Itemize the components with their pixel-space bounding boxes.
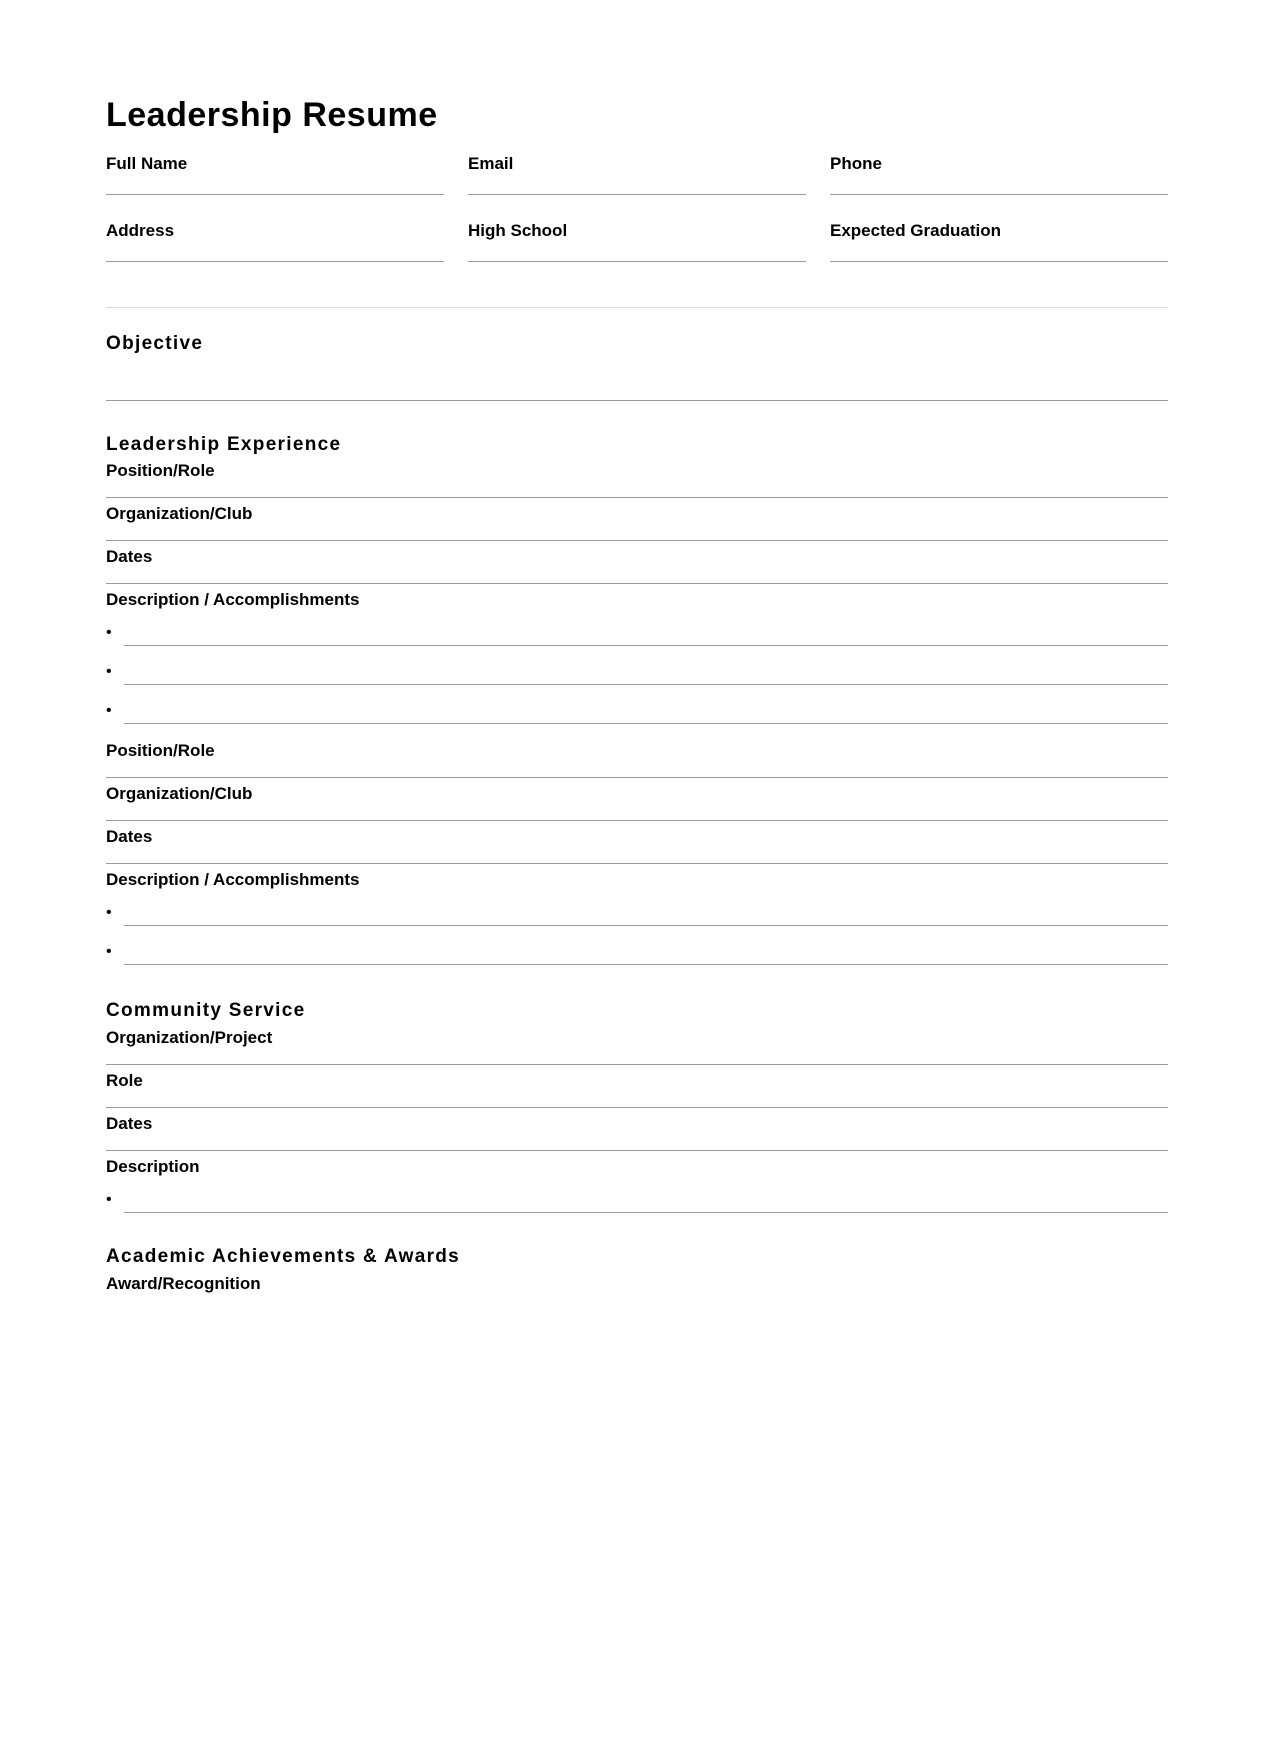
bullet-line[interactable] [124,662,1168,685]
phone-field[interactable] [830,154,1168,195]
bullet-item[interactable] [106,701,1168,725]
dates-input[interactable] [106,847,1168,861]
bullet-line[interactable] [124,1190,1168,1213]
community-description-label: Description [106,1157,200,1176]
objective-input[interactable] [106,384,1168,398]
high-school-field[interactable] [468,221,806,262]
bullet-item[interactable] [106,623,1168,647]
position-role-label: Position/Role [106,461,215,480]
expected-graduation-input[interactable] [830,245,1168,261]
organization-club-label: Organization/Club [106,504,253,523]
full-name-field[interactable] [106,154,444,195]
community-dates-field[interactable] [106,1114,1168,1151]
organization-club-label: Organization/Club [106,784,253,803]
page-title: Leadership Resume [106,96,438,134]
bullet-marker: • [106,1191,112,1208]
organization-club-input[interactable] [106,524,1168,538]
role-field[interactable] [106,1071,1168,1108]
expected-graduation-label: Expected Graduation [830,221,1001,240]
organization-project-field[interactable] [106,1028,1168,1065]
bullet-line[interactable] [124,903,1168,926]
address-field[interactable] [106,221,444,262]
phone-label: Phone [830,154,882,173]
organization-project-input[interactable] [106,1048,1168,1062]
bullet-item[interactable] [106,903,1168,927]
organization-club-input[interactable] [106,804,1168,818]
position-role-input[interactable] [106,761,1168,775]
header-divider [106,307,1168,308]
dates-label: Dates [106,827,153,846]
full-name-input[interactable] [106,178,444,194]
role-label: Role [106,1071,143,1090]
dates-label: Dates [106,547,153,566]
full-name-label: Full Name [106,154,188,173]
dates-input[interactable] [106,567,1168,581]
organization-club-field[interactable] [106,784,1168,821]
dates-field[interactable] [106,547,1168,584]
email-input[interactable] [468,178,806,194]
position-role-field[interactable] [106,461,1168,498]
email-field[interactable] [468,154,806,195]
position-role-label: Position/Role [106,741,215,760]
bullet-item[interactable] [106,662,1168,686]
award-recognition-label: Award/Recognition [106,1274,261,1293]
bullet-line[interactable] [124,623,1168,646]
phone-input[interactable] [830,178,1168,194]
description-label: Description / Accomplishments [106,590,360,609]
organization-project-label: Organization/Project [106,1028,273,1047]
leadership-experience-heading: Leadership Experience [106,434,342,455]
objective-heading: Objective [106,333,204,354]
bullet-item[interactable] [106,1190,1168,1214]
community-service-heading: Community Service [106,1000,306,1021]
address-label: Address [106,221,175,240]
community-dates-label: Dates [106,1114,153,1133]
bullet-line[interactable] [124,942,1168,965]
bullet-marker: • [106,663,112,680]
bullet-marker: • [106,943,112,960]
position-role-input[interactable] [106,481,1168,495]
high-school-label: High School [468,221,568,240]
role-input[interactable] [106,1091,1168,1105]
academic-achievements-heading: Academic Achievements & Awards [106,1246,461,1267]
position-role-field[interactable] [106,741,1168,778]
bullet-line[interactable] [124,701,1168,724]
bullet-item[interactable] [106,942,1168,966]
bullet-marker: • [106,624,112,641]
objective-field[interactable] [106,370,1168,401]
address-input[interactable] [106,245,444,261]
bullet-marker: • [106,904,112,921]
dates-field[interactable] [106,827,1168,864]
organization-club-field[interactable] [106,504,1168,541]
community-dates-input[interactable] [106,1134,1168,1148]
description-label: Description / Accomplishments [106,870,360,889]
bullet-marker: • [106,702,112,719]
high-school-input[interactable] [468,245,806,261]
expected-graduation-field[interactable] [830,221,1168,262]
email-label: Email [468,154,514,173]
